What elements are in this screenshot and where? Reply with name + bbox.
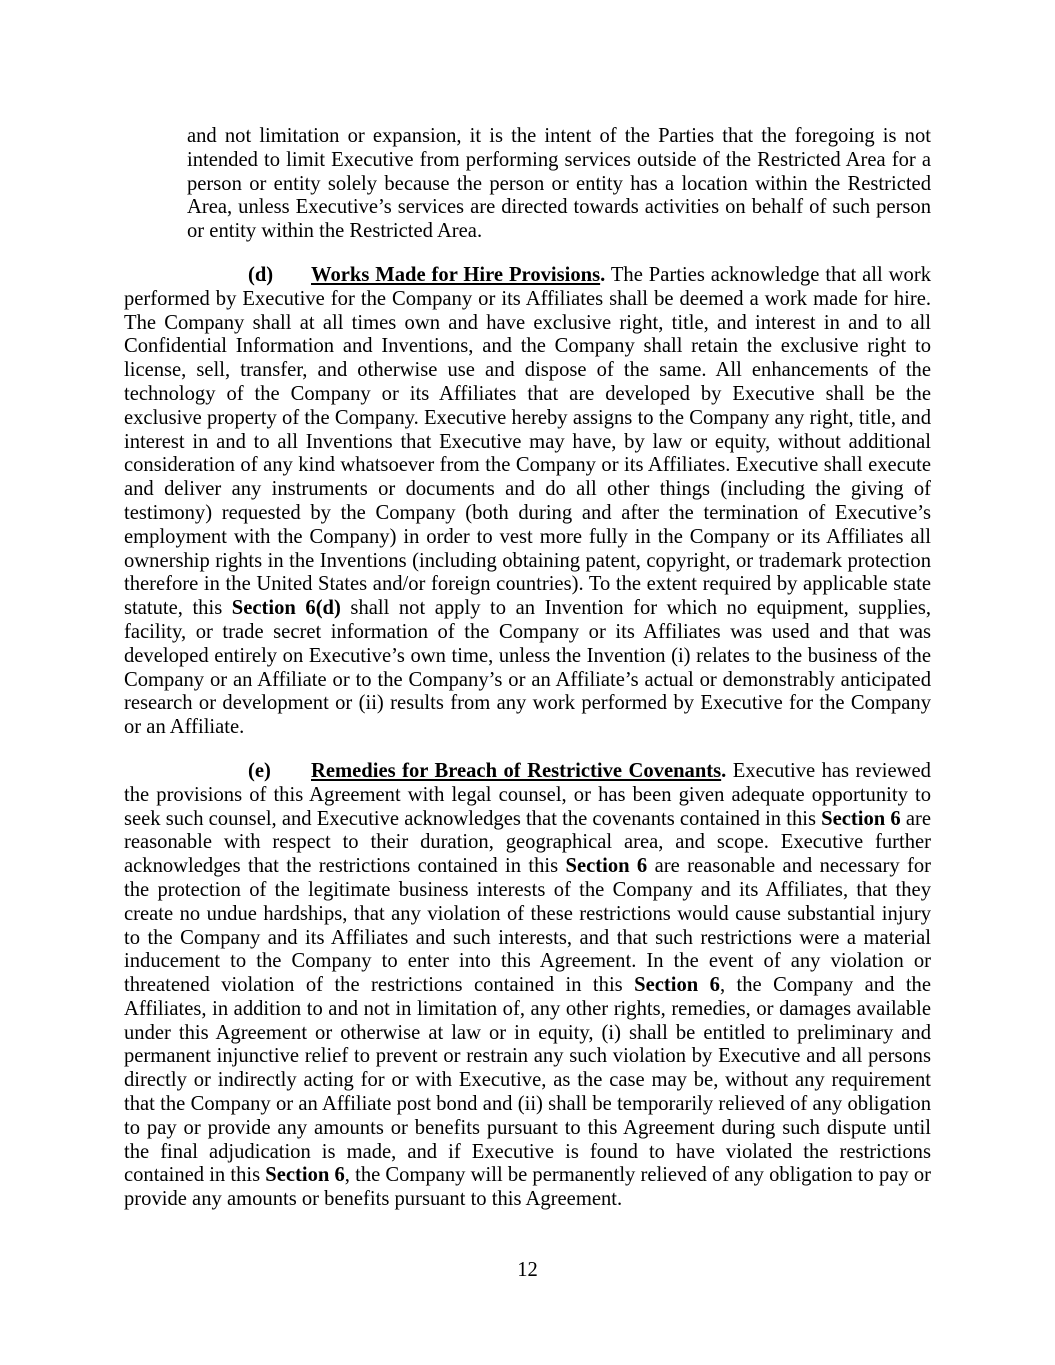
section-6d-paragraph <box>124 264 931 740</box>
section-d-label: (d) <box>248 263 274 286</box>
section-d-text-2: shall not apply to an Invention for which no equipment, supplies, facility, or trade secret information of the Company or its Affiliates was used and that was developed entirely on Executive’s own time, unless the Invention (i) relates to the business of the Company or an Affiliate or to the Company’s or an Affiliate’s actual or demonstrably anticipated research or development or (ii) results from any work performed by Executive for the Company or an Affiliate. <box>124 597 931 739</box>
section-e-reference-3: Section 6 <box>634 974 720 997</box>
section-e-text-2: are reasonable with respect to their duration, geographical area, and scope. Executive further acknowledges that the restrictions contained in this <box>124 807 931 878</box>
continuation-paragraph-text: and not limitation or expansion, it is the intent of the Parties that the foregoing is not intended to limit Executive from performing services outside of the Restricted Area for a person or entity solely because the person or entity has a location within the Restricted Area, unless Executive’s services are directed towards activities on behalf of such person or entity within the Restricted Area. <box>187 125 931 243</box>
continuation-paragraph <box>187 125 931 244</box>
page-number: 12 <box>517 1259 538 1281</box>
document-body <box>124 125 931 1232</box>
section-e-reference-1: Section 6 <box>821 807 901 830</box>
section-d-heading: Works Made for Hire Provisions <box>311 263 601 286</box>
section-d-text-1: The Parties acknowledge that all work performed by Executive for the Company or its Affiliates shall be deemed a work made for hire. The Company shall at all times own and have exclusive right, title, and interest in and to all Confidential Information and Inventions, and the Company shall retain the exclusive right to license, sell, transfer, and otherwise use and dispose of the same. All enhancements of the technology of the Company or its Affiliates that are developed by Executive shall be the exclusive property of the Company. Executive hereby assigns to the Company any right, title, and interest in and to all Inventions that Executive may have, by law or equity, without additional consideration of any kind whatsoever from the Company or its Affiliates. Executive shall execute and deliver any instruments or documents and do all other things (including the giving of testimony) requested by the Company (both during and after the termination of Executive’s employment with the Company) in order to vest more fully in the Company or its Affiliates all ownership rights in the Inventions (including obtaining patent, copyright, or trademark protection therefore in the United States and/or foreign countries). To the extent required by applicable state statute, this <box>124 263 931 620</box>
section-e-reference-4: Section 6 <box>265 1164 345 1187</box>
section-d-heading-period: . <box>600 263 606 286</box>
section-e-reference-2: Section 6 <box>565 855 648 878</box>
section-d-reference-1: Section 6(d) <box>231 597 341 620</box>
section-e-text-4: , the Company and the Affiliates, in addition to and not in limitation of, any other rights, remedies, or damages available under this Agreement or otherwise at law or in equity, (i) shall be entitled to preliminary and permanent injunctive relief to prevent or restrain any such violation by Executive and all persons directly or indirectly acting for or with Executive, as the case may be, without any requirement that the Company or an Affiliate post bond and (ii) shall be temporarily relieved of any obligation to pay or provide any amounts or benefits pursuant to this Agreement during such dispute until the final adjudication is made, and if Executive is found to have violated the restrictions contained in this <box>124 974 931 1187</box>
section-e-text-1: Executive has reviewed the provisions of this Agreement with legal counsel, or has been given adequate opportunity to seek such counsel, and Executive acknowledges that the covenants contained in this <box>124 759 931 830</box>
section-e-label: (e) <box>248 759 271 782</box>
section-e-heading-period: . <box>721 759 727 782</box>
section-e-heading: Remedies for Breach of Restrictive Covenants <box>311 759 722 782</box>
section-e-text-5: , the Company will be permanently relieved of any obligation to pay or provide any amounts or benefits pursuant to this Agreement. <box>124 1164 931 1211</box>
section-e-text-3: are reasonable and necessary for the protection of the legitimate business interests of the Company and its Affiliates, that they create no undue hardships, that any violation of these restrictions would cause substantial injury to the Company and its Affiliates and such interests, and that such restrictions were a material inducement to the Company to enter into this Agreement. In the event of any violation or threatened violation of the restrictions contained in this <box>124 855 931 997</box>
section-6e-paragraph <box>124 760 931 1212</box>
